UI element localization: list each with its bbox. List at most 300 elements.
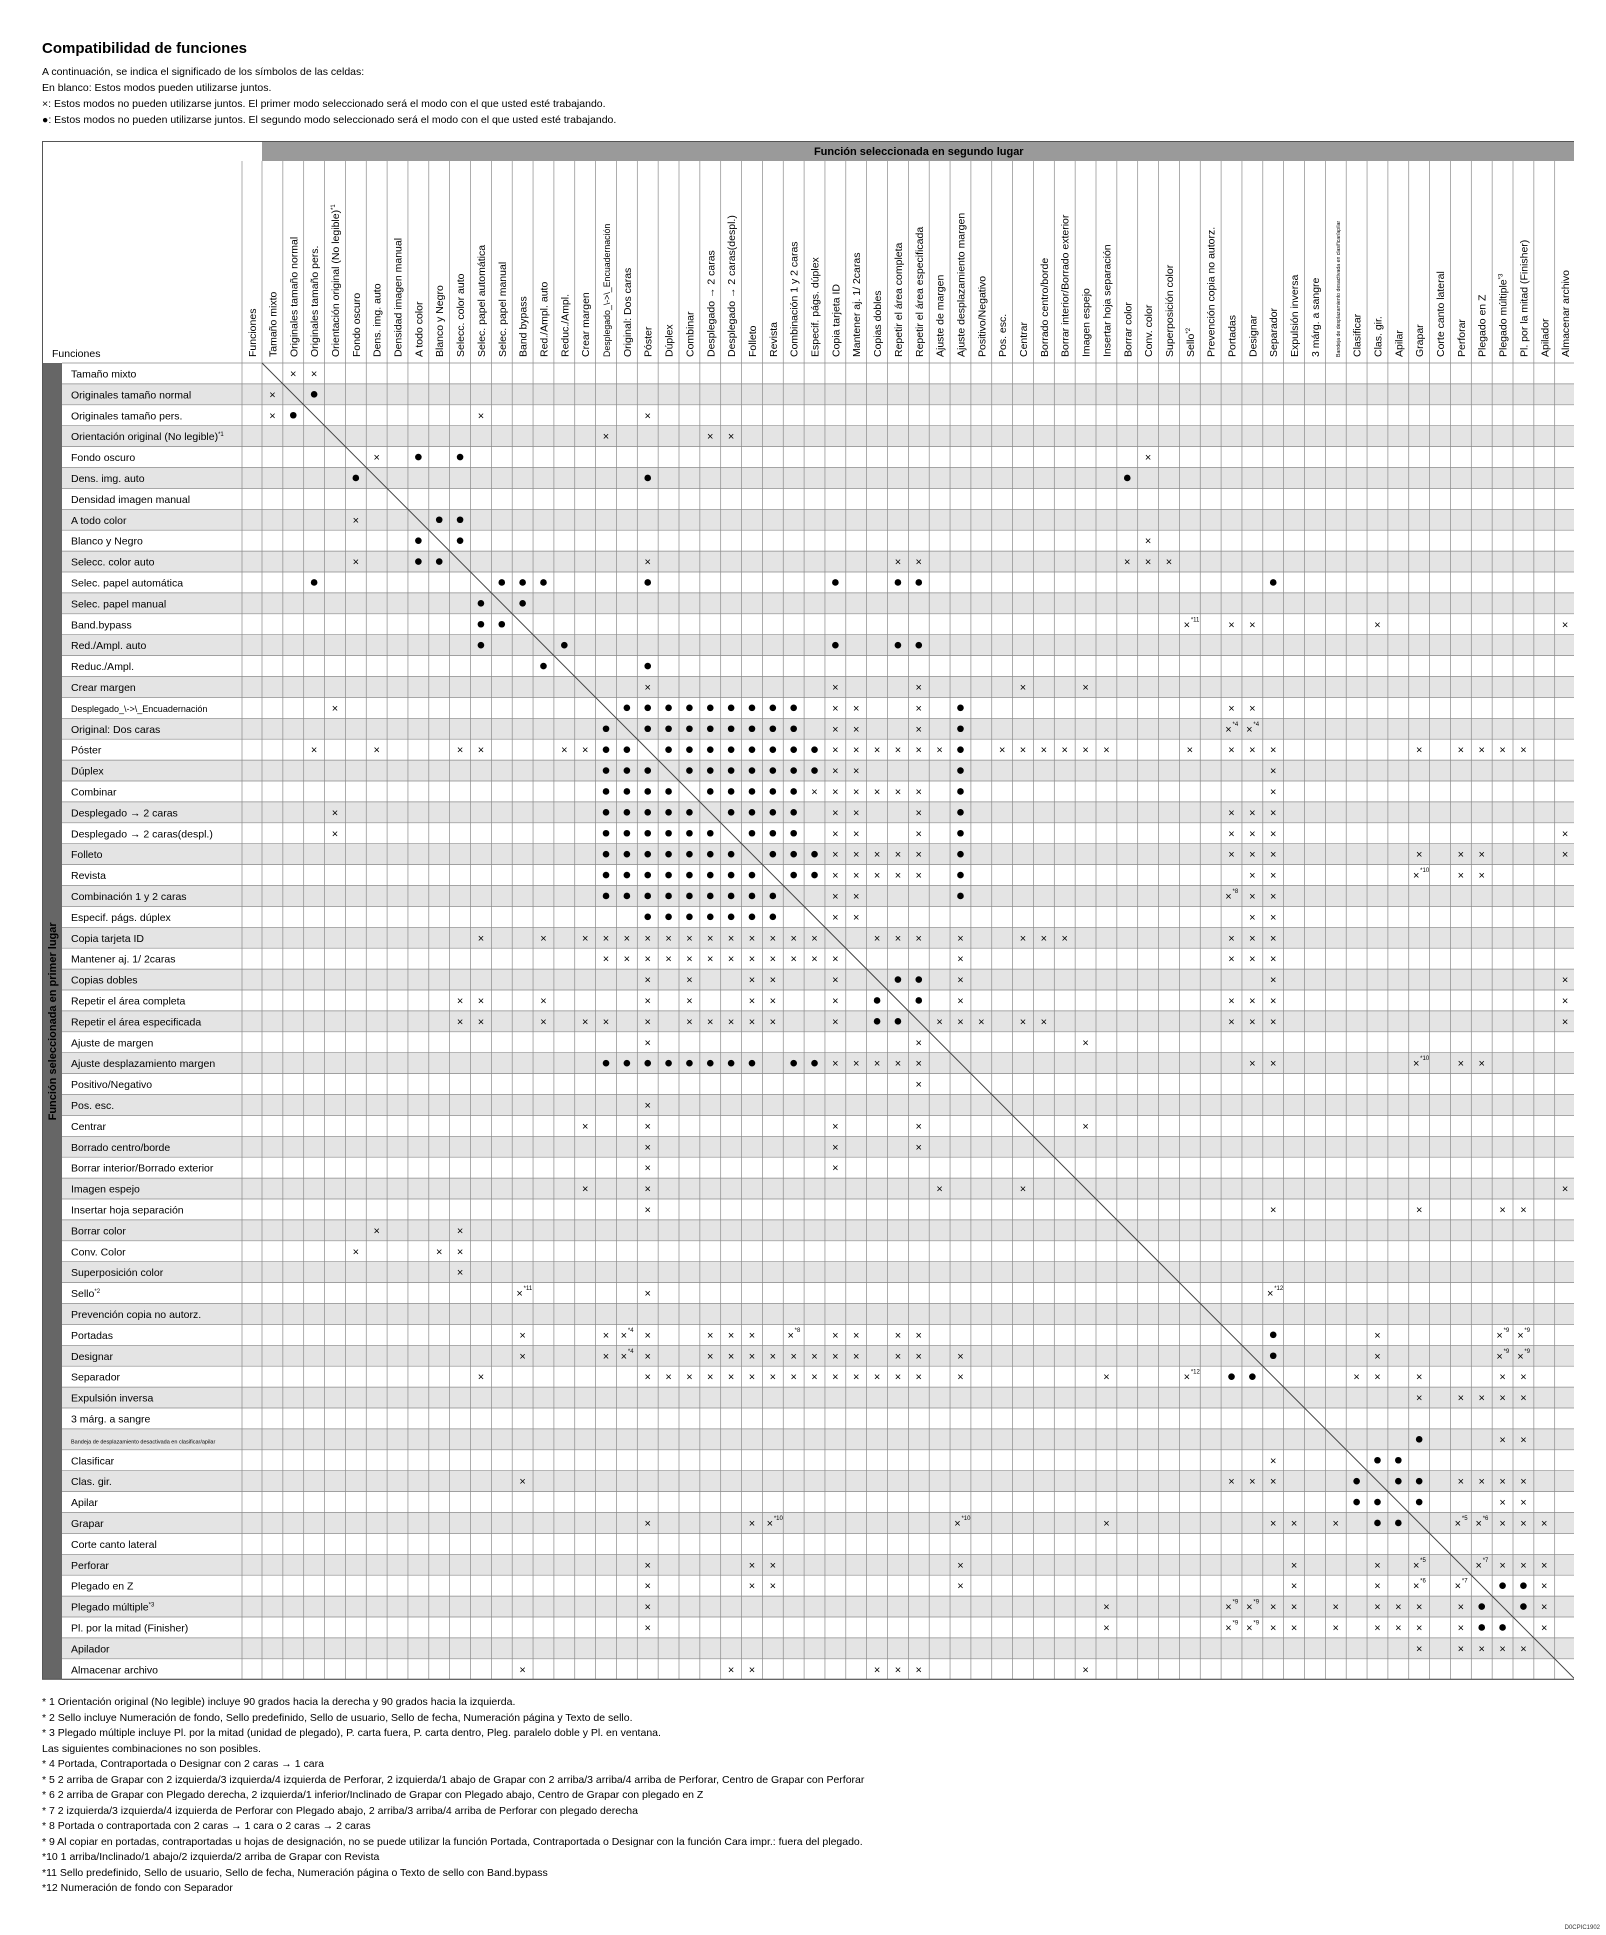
- incompatible-cross: ×: [727, 953, 735, 966]
- incompatible-cross: ×: [894, 1664, 902, 1677]
- incompatible-dot: [644, 475, 651, 482]
- incompatible-cross: ×: [707, 1329, 714, 1342]
- incompatible-cross: ×: [352, 514, 360, 527]
- incompatible-dot: [603, 872, 610, 879]
- incompatible-dot: [540, 579, 547, 586]
- incompatible-dot: [624, 893, 631, 900]
- incompatible-dot: [1374, 1520, 1381, 1527]
- incompatible-cross: ×: [707, 953, 714, 966]
- incompatible-cross: ×: [331, 807, 339, 820]
- column-header: Folleto: [746, 325, 759, 357]
- incompatible-cross: ×: [894, 1329, 902, 1342]
- incompatible-dot: [415, 558, 422, 565]
- incompatible-cross: ×: [1478, 870, 1485, 883]
- incompatible-dot: [311, 391, 318, 398]
- column-header: Mantener aj. 1/ 2caras: [851, 252, 864, 357]
- incompatible-cross: ×: [832, 702, 839, 715]
- row-band: [62, 1178, 1574, 1199]
- cell-footnote-ref: *7: [1461, 1578, 1468, 1585]
- incompatible-cross: ×: [644, 1120, 651, 1133]
- incompatible-cross: ×: [915, 1350, 922, 1363]
- column-header: Band bypass: [517, 296, 530, 357]
- incompatible-cross: ×: [1290, 1517, 1298, 1530]
- incompatible-cross: ×: [686, 953, 693, 966]
- incompatible-cross: ×: [1249, 911, 1256, 924]
- incompatible-dot: [728, 767, 735, 774]
- incompatible-cross: ×: [519, 1664, 526, 1677]
- column-header: Original: Dos caras: [621, 267, 634, 357]
- incompatible-cross: ×: [1520, 744, 1527, 757]
- incompatible-cross: ×: [915, 1120, 922, 1133]
- incompatible-dot: [1249, 1373, 1256, 1380]
- incompatible-cross: ×: [1457, 1392, 1465, 1405]
- incompatible-dot: [770, 746, 777, 753]
- incompatible-dot: [644, 663, 651, 670]
- incompatible-dot: [436, 516, 443, 523]
- column-header: Separador: [1268, 307, 1281, 357]
- incompatible-cross: ×: [1520, 1476, 1527, 1489]
- footnote: * 7 2 izquierda/3 izquierda/4 izquierda de Perforar con Plegado abajo, 2 arriba/3 arriba/4 arriba de Perforar con plegado derecha: [42, 1804, 638, 1817]
- row-header: Sello$^{*2}$: [71, 1288, 101, 1301]
- incompatible-cross: ×: [644, 1580, 651, 1593]
- incompatible-cross: ×: [1225, 890, 1232, 903]
- incompatible-cross: ×: [581, 744, 589, 757]
- incompatible-cross: ×: [1228, 828, 1235, 841]
- row-header: Portadas: [71, 1329, 114, 1342]
- column-header: Positivo/Negativo: [976, 275, 989, 357]
- incompatible-cross: ×: [1040, 1016, 1048, 1029]
- row-band: [62, 509, 1574, 530]
- incompatible-cross: ×: [790, 1350, 797, 1363]
- column-header: Póster: [642, 326, 655, 357]
- incompatible-cross: ×: [1186, 744, 1194, 757]
- column-header: Red./Ampl. auto: [538, 281, 551, 357]
- column-header: Selec. papel automática: [475, 244, 488, 357]
- incompatible-cross: ×: [954, 1517, 961, 1530]
- incompatible-cross: ×: [1249, 890, 1256, 903]
- incompatible-dot: [707, 767, 714, 774]
- incompatible-cross: ×: [832, 681, 839, 694]
- incompatible-cross: ×: [1270, 995, 1277, 1008]
- incompatible-cross: ×: [1499, 744, 1506, 757]
- cell-footnote-ref: *10: [1420, 1056, 1430, 1063]
- row-header: Ajuste de margen: [71, 1037, 154, 1050]
- footnote: * 2 Sello incluye Numeración de fondo, Sello predefinido, Sello de usuario, Sello de fecha, Numeración página y Texto de sello.: [42, 1711, 633, 1724]
- incompatible-cross: ×: [477, 744, 485, 757]
- incompatible-dot: [957, 830, 964, 837]
- incompatible-dot: [1499, 1582, 1506, 1589]
- incompatible-dot: [603, 767, 610, 774]
- incompatible-dot: [665, 872, 672, 879]
- incompatible-cross: ×: [832, 723, 839, 736]
- incompatible-dot: [790, 705, 797, 712]
- incompatible-dot: [895, 976, 902, 983]
- incompatible-cross: ×: [748, 1559, 756, 1572]
- column-header: Combinación 1 y 2 caras: [788, 241, 801, 357]
- incompatible-dot: [624, 705, 631, 712]
- incompatible-dot: [811, 872, 818, 879]
- incompatible-cross: ×: [1082, 1120, 1089, 1133]
- incompatible-dot: [707, 893, 714, 900]
- incompatible-cross: ×: [748, 1329, 756, 1342]
- incompatible-dot: [686, 746, 693, 753]
- row-header: Original: Dos caras: [71, 723, 161, 736]
- incompatible-dot: [957, 872, 964, 879]
- incompatible-cross: ×: [1561, 619, 1569, 632]
- incompatible-dot: [665, 893, 672, 900]
- incompatible-cross: ×: [644, 974, 651, 987]
- incompatible-dot: [895, 642, 902, 649]
- row-header: Expulsión inversa: [71, 1392, 154, 1405]
- incompatible-cross: ×: [832, 807, 839, 820]
- row-header: Centrar: [71, 1120, 107, 1133]
- incompatible-cross: ×: [1290, 1601, 1298, 1614]
- incompatible-dot: [665, 746, 672, 753]
- incompatible-cross: ×: [832, 1329, 839, 1342]
- incompatible-cross: ×: [1270, 1204, 1277, 1217]
- incompatible-cross: ×: [748, 1371, 756, 1384]
- incompatible-cross: ×: [727, 1329, 735, 1342]
- incompatible-cross: ×: [644, 556, 651, 569]
- incompatible-cross: ×: [519, 1476, 526, 1489]
- incompatible-cross: ×: [853, 828, 860, 841]
- incompatible-dot: [519, 600, 526, 607]
- incompatible-cross: ×: [1246, 1622, 1253, 1635]
- incompatible-cross: ×: [1457, 1622, 1465, 1635]
- incompatible-cross: ×: [748, 953, 756, 966]
- incompatible-cross: ×: [1228, 702, 1235, 715]
- legend-line: A continuación, se indica el significado de los símbolos de las celdas:: [42, 66, 365, 78]
- cell-footnote-ref: *9: [1232, 1599, 1239, 1606]
- footnote: Las siguientes combinaciones no son posibles.: [42, 1742, 261, 1755]
- column-header: Desplegado → 2 caras(despl.): [726, 215, 739, 357]
- incompatible-cross: ×: [1270, 870, 1277, 883]
- incompatible-dot: [790, 725, 797, 732]
- incompatible-cross: ×: [915, 1079, 922, 1092]
- footnote: * 5 2 arriba de Grapar con 2 izquierda/3 izquierda/4 izquierda de Perforar, 2 izquierda/1 abajo de Grapar con 2 arriba/3 arriba/4 arriba de Perforar, Centro de Grapar con Perforar: [42, 1773, 865, 1786]
- incompatible-cross: ×: [1270, 1016, 1277, 1029]
- incompatible-dot: [770, 705, 777, 712]
- incompatible-dot: [624, 872, 631, 879]
- incompatible-cross: ×: [1040, 744, 1048, 757]
- incompatible-cross: ×: [811, 932, 818, 945]
- incompatible-dot: [686, 851, 693, 858]
- incompatible-cross: ×: [811, 1371, 818, 1384]
- incompatible-dot: [478, 600, 485, 607]
- incompatible-cross: ×: [853, 890, 860, 903]
- incompatible-cross: ×: [1541, 1622, 1548, 1635]
- incompatible-cross: ×: [540, 932, 547, 945]
- incompatible-cross: ×: [1270, 974, 1277, 987]
- incompatible-dot: [624, 788, 631, 795]
- incompatible-dot: [957, 767, 964, 774]
- footnote: *11 Sello predefinido, Sello de usuario, Sello de fecha, Numeración página o Texto de sello con Band.bypass: [42, 1866, 548, 1879]
- column-header: Pl. por la mitad (Finisher): [1518, 239, 1531, 357]
- row-header: Desplegado → 2 caras(despl.): [71, 828, 213, 841]
- incompatible-cross: ×: [853, 911, 860, 924]
- incompatible-cross: ×: [686, 1016, 693, 1029]
- incompatible-cross: ×: [1270, 1517, 1277, 1530]
- row-band: [62, 468, 1574, 489]
- row-band: [62, 1471, 1574, 1492]
- incompatible-cross: ×: [477, 1371, 485, 1384]
- incompatible-cross: ×: [790, 1371, 797, 1384]
- incompatible-cross: ×: [1183, 619, 1191, 632]
- incompatible-cross: ×: [1270, 744, 1277, 757]
- row-header: Borrado centro/borde: [71, 1141, 171, 1154]
- incompatible-cross: ×: [1019, 744, 1027, 757]
- incompatible-cross: ×: [644, 1288, 651, 1301]
- footnotes: [42, 1695, 864, 1897]
- incompatible-cross: ×: [540, 1016, 547, 1029]
- row-header: Copia tarjeta ID: [71, 932, 144, 945]
- cell-footnote-ref: *10: [773, 1515, 783, 1522]
- incompatible-cross: ×: [1103, 1622, 1110, 1635]
- incompatible-dot: [728, 809, 735, 816]
- row-header: Copias dobles: [71, 974, 138, 987]
- incompatible-cross: ×: [1144, 535, 1152, 548]
- incompatible-dot: [1416, 1499, 1423, 1506]
- incompatible-cross: ×: [310, 744, 318, 757]
- cell-footnote-ref: *11: [523, 1286, 533, 1293]
- incompatible-cross: ×: [456, 1016, 464, 1029]
- incompatible-dot: [811, 746, 818, 753]
- compatibility-grid: [42, 141, 1574, 1681]
- incompatible-dot: [790, 788, 797, 795]
- column-header: Originales tamaño pers.: [309, 245, 322, 357]
- incompatible-cross: ×: [873, 849, 881, 862]
- incompatible-dot: [603, 830, 610, 837]
- incompatible-cross: ×: [644, 995, 651, 1008]
- incompatible-cross: ×: [1183, 1371, 1191, 1384]
- incompatible-cross: ×: [1457, 1476, 1465, 1489]
- cell-footnote-ref: *9: [1524, 1348, 1531, 1355]
- incompatible-cross: ×: [686, 974, 693, 987]
- cell-footnote-ref: *5: [1420, 1557, 1426, 1564]
- row-header: Desplegado → 2 caras: [71, 807, 178, 820]
- column-header: Insertar hoja separación: [1101, 244, 1114, 357]
- column-header: Bandeja de desplazamiento desactivada en clasificar/apilar: [1335, 220, 1342, 357]
- incompatible-dot: [915, 642, 922, 649]
- incompatible-cross: ×: [1249, 807, 1256, 820]
- incompatible-cross: ×: [769, 1016, 777, 1029]
- incompatible-cross: ×: [957, 995, 964, 1008]
- incompatible-dot: [790, 746, 797, 753]
- row-band: [62, 760, 1574, 781]
- incompatible-dot: [915, 997, 922, 1004]
- incompatible-cross: ×: [331, 702, 339, 715]
- row-band: [62, 802, 1574, 823]
- incompatible-dot: [644, 830, 651, 837]
- incompatible-dot: [749, 809, 756, 816]
- incompatible-dot: [311, 579, 318, 586]
- incompatible-dot: [749, 872, 756, 879]
- incompatible-cross: ×: [1478, 1476, 1485, 1489]
- row-header: Selecc. color auto: [71, 556, 155, 569]
- footnote: * 3 Plegado múltiple incluye Pl. por la mitad (unidad de plegado), P. carta fuera, P. carta dentro, Pleg. paralelo doble y Pl. en ventana.: [42, 1727, 661, 1739]
- incompatible-dot: [1416, 1436, 1423, 1443]
- incompatible-cross: ×: [915, 849, 922, 862]
- incompatible-cross: ×: [477, 410, 485, 423]
- incompatible-cross: ×: [290, 368, 297, 381]
- incompatible-cross: ×: [620, 1350, 628, 1363]
- incompatible-dot: [895, 579, 902, 586]
- incompatible-cross: ×: [832, 765, 839, 778]
- column-header: Borrado centro/borde: [1038, 257, 1051, 357]
- incompatible-cross: ×: [620, 1329, 628, 1342]
- incompatible-cross: ×: [915, 556, 922, 569]
- incompatible-dot: [644, 705, 651, 712]
- incompatible-cross: ×: [1457, 1601, 1465, 1614]
- incompatible-cross: ×: [1541, 1517, 1548, 1530]
- incompatible-cross: ×: [477, 932, 485, 945]
- incompatible-dot: [665, 1060, 672, 1067]
- incompatible-cross: ×: [436, 1246, 443, 1259]
- incompatible-dot: [874, 997, 881, 1004]
- incompatible-cross: ×: [727, 1664, 735, 1677]
- incompatible-cross: ×: [1415, 1392, 1423, 1405]
- incompatible-cross: ×: [894, 786, 902, 799]
- incompatible-cross: ×: [644, 932, 651, 945]
- column-header: Plegado en Z: [1476, 294, 1489, 357]
- incompatible-cross: ×: [707, 932, 714, 945]
- incompatible-cross: ×: [1290, 1622, 1298, 1635]
- incompatible-dot: [1374, 1499, 1381, 1506]
- column-header: Superposición color: [1163, 264, 1176, 357]
- incompatible-cross: ×: [602, 932, 610, 945]
- incompatible-dot: [790, 851, 797, 858]
- incompatible-cross: ×: [1019, 1183, 1027, 1196]
- cell-footnote-ref: *12: [1274, 1286, 1284, 1293]
- incompatible-cross: ×: [1499, 1517, 1506, 1530]
- incompatible-cross: ×: [1412, 1559, 1420, 1572]
- incompatible-cross: ×: [832, 1016, 839, 1029]
- row-header: Pos. esc.: [71, 1099, 115, 1112]
- incompatible-cross: ×: [1246, 1601, 1253, 1614]
- incompatible-cross: ×: [998, 744, 1006, 757]
- incompatible-cross: ×: [602, 953, 610, 966]
- column-header: Tamaño mixto: [267, 291, 280, 357]
- incompatible-dot: [686, 725, 693, 732]
- column-header: Dens. img. auto: [371, 283, 384, 357]
- row-header: Pl. por la mitad (Finisher): [71, 1622, 189, 1635]
- incompatible-cross: ×: [853, 870, 860, 883]
- incompatible-dot: [665, 788, 672, 795]
- column-header: Conv. color: [1143, 304, 1156, 357]
- incompatible-cross: ×: [832, 995, 839, 1008]
- incompatible-cross: ×: [873, 786, 881, 799]
- incompatible-dot: [603, 788, 610, 795]
- row-header: Bandeja de desplazamiento desactivada en clasificar/apilar: [71, 1439, 216, 1446]
- incompatible-cross: ×: [894, 1350, 902, 1363]
- incompatible-dot: [728, 851, 735, 858]
- column-header: Apilador: [1539, 318, 1552, 357]
- incompatible-cross: ×: [644, 1622, 651, 1635]
- incompatible-dot: [644, 914, 651, 921]
- cell-footnote-ref: *8: [1232, 888, 1239, 895]
- incompatible-dot: [603, 893, 610, 900]
- incompatible-cross: ×: [832, 828, 839, 841]
- footnote: * 6 2 arriba de Grapar con Plegado derecha, 2 izquierda/1 inferior/Inclinado de Grapar con Plegado abajo, Centro de Grapar con plegado en Z: [42, 1789, 704, 1801]
- column-header: Originales tamaño normal: [288, 236, 301, 357]
- incompatible-dot: [957, 788, 964, 795]
- incompatible-cross: ×: [1415, 849, 1423, 862]
- incompatible-cross: ×: [915, 1664, 922, 1677]
- incompatible-dot: [749, 705, 756, 712]
- incompatible-dot: [728, 914, 735, 921]
- row-header: Prevención copia no autorz.: [71, 1308, 202, 1321]
- header-second-label: Función seleccionada en segundo lugar: [813, 146, 1024, 158]
- incompatible-cross: ×: [1246, 723, 1253, 736]
- incompatible-cross: ×: [686, 1371, 693, 1384]
- incompatible-cross: ×: [1415, 1204, 1423, 1217]
- incompatible-cross: ×: [1415, 1643, 1423, 1656]
- column-header: Desplegado → 2 caras: [705, 250, 718, 357]
- incompatible-cross: ×: [748, 1517, 756, 1530]
- incompatible-cross: ×: [1019, 1016, 1027, 1029]
- cell-footnote-ref: *12: [1190, 1369, 1200, 1376]
- incompatible-dot: [665, 914, 672, 921]
- incompatible-dot: [811, 851, 818, 858]
- incompatible-dot: [728, 1060, 735, 1067]
- incompatible-cross: ×: [769, 995, 777, 1008]
- column-header: Densidad imagen manual: [392, 237, 405, 357]
- incompatible-dot: [457, 537, 464, 544]
- incompatible-dot: [770, 809, 777, 816]
- column-header: Plegado múltiple$^{*3}$: [1497, 273, 1510, 357]
- incompatible-dot: [644, 1060, 651, 1067]
- incompatible-cross: ×: [1395, 1622, 1402, 1635]
- column-header: Reduc./Ampl.: [559, 293, 572, 357]
- incompatible-cross: ×: [1228, 1476, 1235, 1489]
- incompatible-cross: ×: [477, 995, 485, 1008]
- incompatible-cross: ×: [832, 1141, 839, 1154]
- incompatible-dot: [644, 788, 651, 795]
- row-header: Insertar hoja separación: [71, 1204, 184, 1217]
- incompatible-dot: [957, 746, 964, 753]
- incompatible-cross: ×: [853, 1371, 860, 1384]
- incompatible-dot: [790, 872, 797, 879]
- row-header: A todo color: [71, 514, 127, 527]
- incompatible-cross: ×: [1270, 849, 1277, 862]
- incompatible-cross: ×: [1270, 932, 1277, 945]
- incompatible-cross: ×: [853, 723, 860, 736]
- incompatible-dot: [790, 767, 797, 774]
- incompatible-dot: [957, 705, 964, 712]
- incompatible-cross: ×: [957, 1559, 964, 1572]
- header-first-label: Función seleccionada en primer lugar: [47, 922, 59, 1121]
- legend-intro: [42, 64, 616, 128]
- row-header: Selec. papel manual: [71, 598, 167, 611]
- incompatible-dot: [770, 767, 777, 774]
- incompatible-cross: ×: [915, 1058, 922, 1071]
- row-header: Designar: [71, 1350, 114, 1363]
- column-header: Prevención copia no autorz.: [1205, 226, 1218, 357]
- row-header: Clasificar: [71, 1455, 115, 1468]
- incompatible-dot: [811, 1060, 818, 1067]
- incompatible-cross: ×: [936, 1183, 943, 1196]
- cell-footnote-ref: *6: [1420, 1578, 1426, 1585]
- incompatible-cross: ×: [1475, 1517, 1482, 1530]
- incompatible-cross: ×: [644, 1162, 651, 1175]
- column-header: Clasificar: [1351, 313, 1364, 357]
- row-band: [62, 1429, 1574, 1450]
- row-header: Borrar interior/Borrado exterior: [71, 1162, 214, 1175]
- row-band: [62, 426, 1574, 447]
- incompatible-cross: ×: [644, 1350, 651, 1363]
- incompatible-cross: ×: [644, 1559, 651, 1572]
- row-header: Originales tamaño normal: [71, 389, 192, 402]
